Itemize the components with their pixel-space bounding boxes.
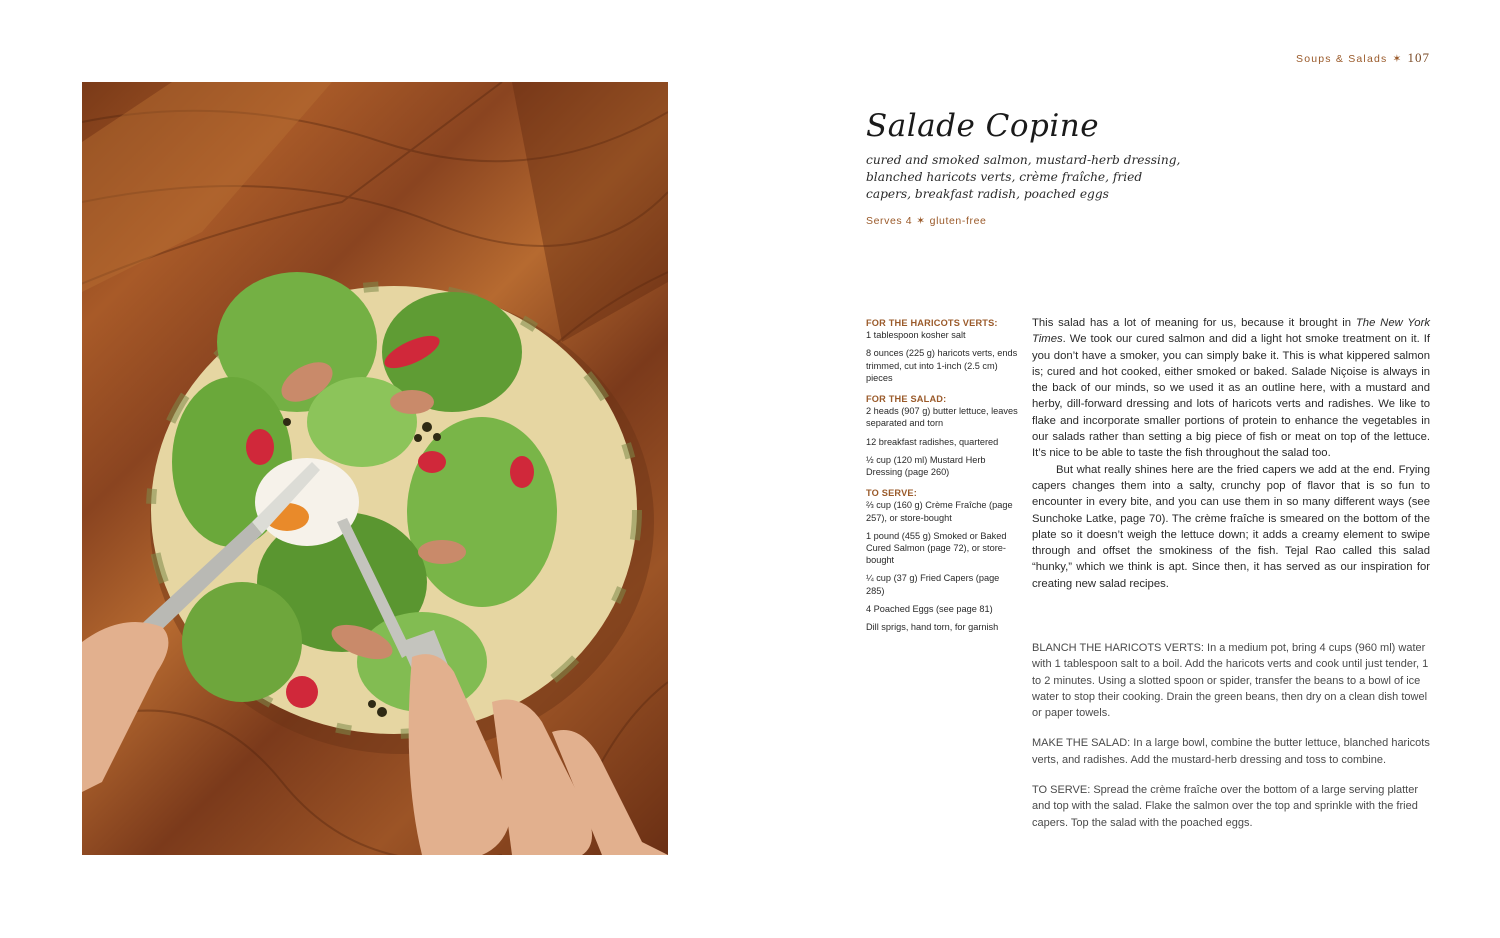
method-steps <box>1032 640 1430 845</box>
intro-text <box>1032 315 1430 592</box>
serves-line <box>866 215 986 227</box>
ingredient-item: ½ cup (120 ml) Mustard Herb Dressing (page 260) <box>866 454 986 478</box>
ingredient-item: 8 ounces (225 g) haricots verts, ends trimmed, cut into 1-inch (2.5 cm) pieces <box>866 348 1018 383</box>
separator-star-icon: ✶ <box>1392 53 1403 65</box>
ingredient-heading: FOR THE SALAD: <box>866 394 947 405</box>
method-step: TO SERVE: Spread the crème fraîche over the bottom of a large serving platter and top with the salad. Flake the salmon over the top and sprinkle with the fried capers. Top the salad with the poached eggs. <box>1032 784 1419 829</box>
publication-name: The New York Times <box>1032 317 1430 346</box>
wood-facet <box>512 82 668 342</box>
recipe-title: Salade Copine <box>866 108 1100 144</box>
ingredient-list <box>866 317 1018 639</box>
section-name: Soups & Salads <box>1295 53 1388 65</box>
intro-paragraph: But what really shines here are the fried capers we add at the end. Frying capers changes them into a salty, crunchy pop of flavor that is so fun to encounter in every bite, and you can use them in so many different ways (see Sunchoke Latke, page 70). The crème fraîche is smeared on the bottom of the plate so it doesn’t weigh the lettuce down; it adds a creamy element to swipe through and offset the smokiness of the fish. Tejal Rao called this salad “hunky,” which we think is apt. Since then, it has served as our inspiration for creating new salad recipes. <box>1032 463 1430 590</box>
intro-text-run: This salad has a lot of meaning for us, because it brought in <box>1032 317 1356 329</box>
ingredient-heading: TO SERVE: <box>866 488 917 499</box>
ingredient-item: 2 heads (907 g) butter lettuce, leaves separated and torn <box>866 406 1018 429</box>
ingredient-item: 1 tablespoon kosher salt <box>866 330 966 341</box>
page-number: 107 <box>1407 50 1430 65</box>
diet-tag: gluten-free <box>929 215 987 227</box>
ingredient-item: 12 breakfast radishes, quartered <box>866 436 999 447</box>
ingredient-item: 1 pound (455 g) Smoked or Baked Cured Salmon (page 72), or store-bought <box>866 530 1007 566</box>
method-step: MAKE THE SALAD: In a large bowl, combine the butter lettuce, blanched haricots verts, and radishes. Add the mustard-herb dressing and toss to combine. <box>1032 737 1430 766</box>
serves-count: Serves 4 <box>866 215 913 227</box>
intro-paragraph <box>1032 315 1430 462</box>
ingredient-item: ⅔ cup (160 g) Crème Fraîche (page 257), or store-bought <box>866 500 1013 523</box>
separator-star-icon: ✶ <box>916 215 926 227</box>
ingredient-item: 4 Poached Eggs (see page 81) <box>866 603 993 614</box>
salad-photo <box>82 82 668 855</box>
method-step: BLANCH THE HARICOTS VERTS: In a medium pot, bring 4 cups (960 ml) water with 1 tablespoon salt to a boil. Add the haricots verts and cook until just tender, 1 to 2 minutes. Using a slotted spoon or spider, transfer the beans to a bowl of ice water to stop their cooking. Drain the green beans, then dry on a clean dish towel or paper towels. <box>1032 642 1429 720</box>
ingredient-item: ¼ cup (37 g) Fried Capers (page 285) <box>866 573 1000 596</box>
intro-text-run: . We took our cured salmon and did a light hot smoke treatment on it. If you don’t have a smoker, you can simply bake it. This is what kippered salmon is; cured and hot cooked, either smoked or baked. Salade Niçoise is always in the back of our minds, so we used it as an outline here, with a mustard and herby, dill-forward dressing and lots of haricots verts and radishes. We like to flake and incorporate smaller portions of protein to enhance the vegetables in our salads rather than setting a big piece of fish or meat on top of the lettuce. It’s nice to be able to taste the fish throughout the salad too. <box>1032 333 1430 460</box>
recipe-subtitle: cured and smoked salmon, mustard-herb dressing, blanched haricots verts, crème fraîche, fried capers, breakfast radish, poached eggs <box>866 153 1181 201</box>
salad-illustration <box>82 82 668 855</box>
ingredient-item: Dill sprigs, hand torn, for garnish <box>866 622 999 633</box>
running-head <box>1296 50 1430 66</box>
ingredient-heading: FOR THE HARICOTS VERTS: <box>866 318 998 328</box>
wood-facet <box>82 82 332 292</box>
